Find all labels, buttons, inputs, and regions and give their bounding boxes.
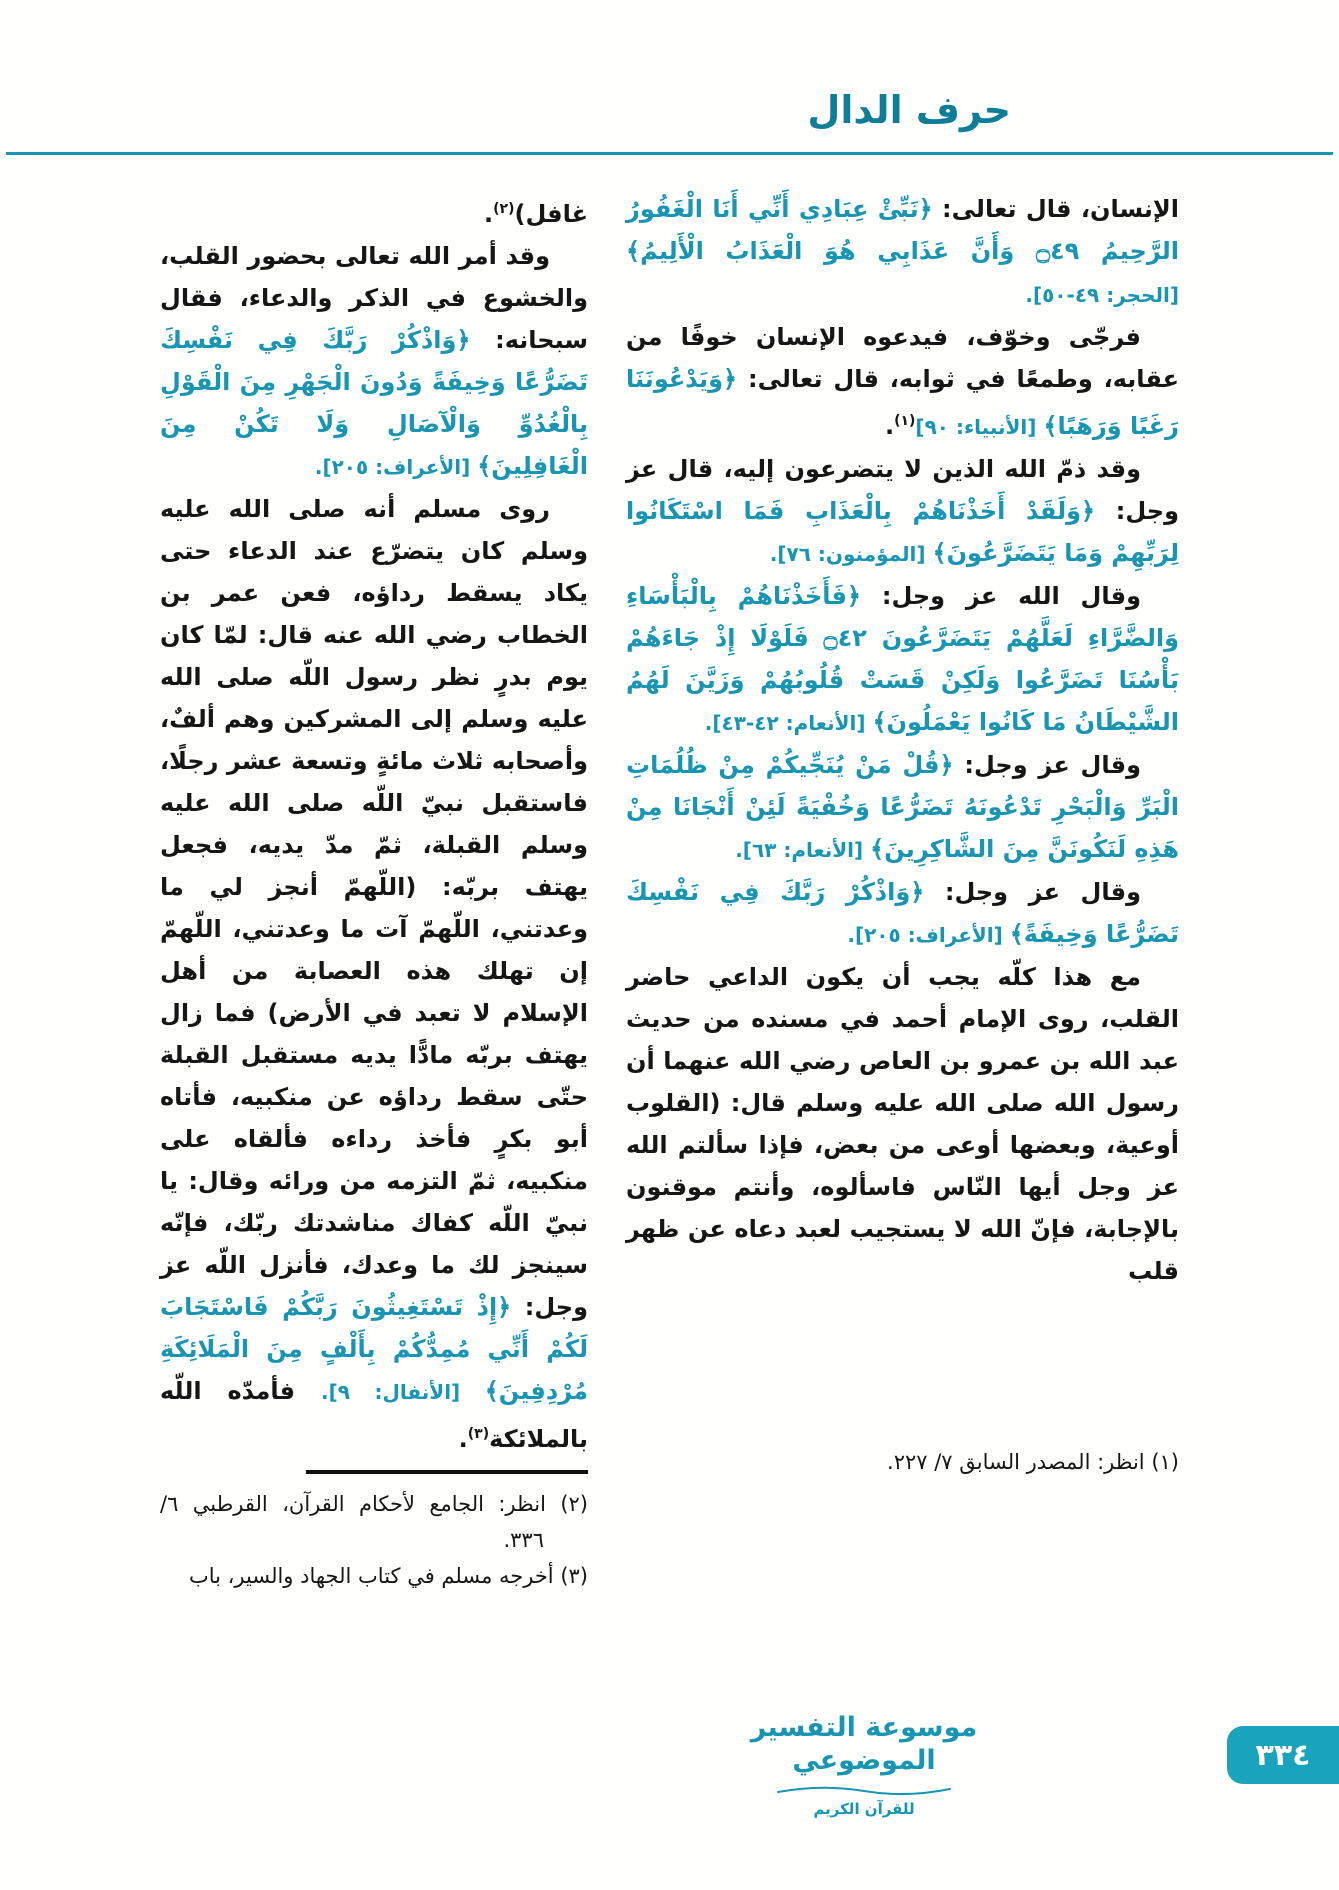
left-column [160,188,588,1588]
body-text: (٣) أخرجه مسلم في كتاب الجهاد والسير، باب [188,1564,588,1588]
body-text: . [458,1425,468,1453]
footnote [160,1486,588,1558]
body-text: وقال الله عز وجل: [861,582,1142,610]
page-number-badge: ٣٣٤ [1227,1726,1339,1784]
chapter-title: حرف الدال [807,88,1011,132]
body-text: فأمدّه اللّه بالملائكة [160,1377,588,1453]
footnote-marker: (٣) [467,1426,490,1442]
verse-reference: [الأنبياء: ٩٠] [915,415,1044,439]
verse-reference: [الأنعام: ٦٣]. [735,838,871,862]
verse-reference: [الأعراف: ٢٠٥]. [847,923,1010,947]
quran-verse: ﴿وَلَقَدْ أَخَذْنَاهُمْ بِالْعَذَابِ فَمَا اسْتَكَانُوا لِرَبِّهِمْ وَمَا يَتَضَرَّعُونَ﴾ [626,497,1179,567]
quran-verse: ﴿وَيَدْعُونَنَا رَغَبًا وَرَهَبًا﴾ [626,365,1179,440]
body-text: فرجّى وخوّف، فيدعوه الإنسان خوفًا من عقابه، وطمعًا في ثوابه، قال تعالى: [626,323,1179,393]
body-text: غافل) [514,200,588,228]
body-text: روى مسلم أنه صلى الله عليه وسلم كان يتضرّع عند الدعاء حتى يكاد يسقط رداؤه، فعن عمر بن الخطاب رضي الله عنه قال: لمّا كان يوم بدرٍ نظر رسول اللّه صلى الله عليه وسلم إلى المشركين وهم ألفٌ، وأصحابه ثلاث مائةٍ وتسعة عشر رجلًا، فاستقبل نبيّ اللّه صلى الله عليه وسلم القبلة، ثمّ مدّ يديه، فجعل يهتف بربّه: (اللّهمّ أنجز لي ما وعدتني، اللّهمّ آت ما وعدتني، اللّهمّ إن تهلك هذه العصابة من أهل الإسلام لا تعبد في الأرض) فما زال يهتف بربّه مادًّا يديه مستقبل القبلة حتّى سقط رداؤه عن منكبيه، فأتاه أبو بكرٍ فأخذ رداءه فألقاه على منكبيه، ثمّ التزمه من ورائه وقال: يا نبيّ اللّه كفاك مناشدتك ربّك، فإنّه سينجز لك ما وعدك، فأنزل اللّه عز وجل: [160,495,588,1321]
verse-reference: [الأنفال: ٩]. [321,1380,485,1404]
body-text: مع هذا كلّه يجب أن يكون الداعي حاضر القلب، روى الإمام أحمد في مسنده من حديث عبد الله بن عمرو بن العاص رضي الله عنهما أن رسول الله صلى الله عليه وسلم قال: (القلوب أوعية، وبعضها أوعى من بعض، فإذا سألتم الله عز وجل أيها النّاس فاسألوه، وأنتم موقنون بالإجابة، فإنّ الله لا يستجيب لعبد دعاه عن ظهر قلب [626,963,1179,1285]
body-text: وقد أمر الله تعالى بحضور القلب، والخشوع في الذكر والدعاء، فقال سبحانه: [160,242,588,354]
footnote [160,1558,588,1594]
left-footnotes [160,1460,588,1594]
body-text: (١) انظر: المصدر السابق ٧/ ٢٢٧. [887,1450,1179,1474]
body-text: (٢) انظر: الجامع لأحكام القرآن، القرطبي ٦/ ٣٣٦. [160,1492,588,1552]
body-text: وقد ذمّ الله الذين لا يتضرعون إليه، قال عز وجل: [626,455,1179,525]
paragraph [626,448,1179,575]
verse-reference: [الأنعام: ٤٢-٤٣]. [704,711,873,735]
paragraph [626,316,1179,448]
footnote-marker: (١) [894,413,916,429]
quran-verse: ﴿فَأَخَذْنَاهُمْ بِالْبَأْسَاءِ وَالضَّرَّاءِ لَعَلَّهُمْ يَتَضَرَّعُونَ ۝٤٢ فَلَوْلَا إِذْ جَاءَهُمْ بَأْسُنَا تَضَرَّعُوا وَلَكِنْ قَسَتْ قُلُوبُهُمْ وَزَيَّنَ لَهُمُ الشَّيْطَانُ مَا كَانُوا يَعْمَلُونَ﴾ [626,582,1179,736]
right-column [626,188,1179,1480]
quran-verse: ﴿وَاذْكُرْ رَبَّكَ فِي نَفْسِكَ تَضَرُّعًا وَخِيفَةً﴾ [626,878,1179,948]
paragraph [160,235,588,488]
quran-verse: ﴿وَاذْكُرْ رَبَّكَ فِي نَفْسِكَ تَضَرُّعًا وَخِيفَةً وَدُونَ الْجَهْرِ مِنَ الْقَوْلِ بِالْغُدُوِّ وَالْآصَالِ وَلَا تَكُنْ مِنَ الْغَافِلِينَ﴾ [160,326,588,480]
text-columns [160,188,1180,1588]
body-text: وقال عز وجل: [953,751,1141,779]
paragraph [626,744,1179,871]
paragraph [160,188,588,235]
right-column-body [626,188,1179,1292]
footnote-separator [306,1470,588,1474]
publisher-logo [734,1711,994,1819]
body-text: وقال عز وجل: [924,878,1142,906]
body-text: . [484,200,494,228]
body-text: . [884,412,895,440]
paragraph [160,488,588,1460]
verse-reference: [الأعراف: ٢٠٥]. [314,455,478,479]
quran-verse: ﴿إِذْ تَسْتَغِيثُونَ رَبَّكُمْ فَاسْتَجَابَ لَكُمْ أَنِّي مُمِدُّكُمْ بِأَلْفٍ مِنَ الْمَلَائِكَةِ مُرْدِفِينَ﴾ [160,1293,588,1405]
paragraph [626,871,1179,956]
right-footnotes [626,1434,1179,1480]
paragraph [626,575,1179,744]
publisher-logo-title: موسوعة التفسير الموضوعي [750,1711,978,1777]
header-rule [6,152,1333,155]
paragraph [626,956,1179,1292]
paragraph [626,188,1179,316]
publisher-logo-subtitle: للقرآن الكريم [813,1800,915,1818]
logo-flourish-icon [774,1782,954,1798]
left-footnote-list [160,1486,588,1594]
verse-reference: [الحجر: ٤٩-٥٠]. [1025,283,1179,307]
footnote-marker: (٢) [493,201,515,217]
quran-verse: ﴿قُلْ مَنْ يُنَجِّيكُمْ مِنْ ظُلُمَاتِ الْبَرِّ وَالْبَحْرِ تَدْعُونَهُ تَضَرُّعًا وَخُفْيَةً لَئِنْ أَنْجَانَا مِنْ هَذِهِ لَنَكُونَنَّ مِنَ الشَّاكِرِينَ﴾ [626,751,1179,863]
body-text: الإنسان، قال تعالى: [932,195,1179,223]
left-column-body [160,188,588,1460]
footnote [626,1444,1179,1480]
quran-verse: ﴿نَبِّئْ عِبَادِي أَنِّي أَنَا الْغَفُورُ الرَّحِيمُ ۝٤٩ وَأَنَّ عَذَابِي هُوَ الْعَذَابُ الْأَلِيمُ﴾ [626,195,1180,265]
verse-reference: [المؤمنون: ٧٦]. [769,542,933,566]
